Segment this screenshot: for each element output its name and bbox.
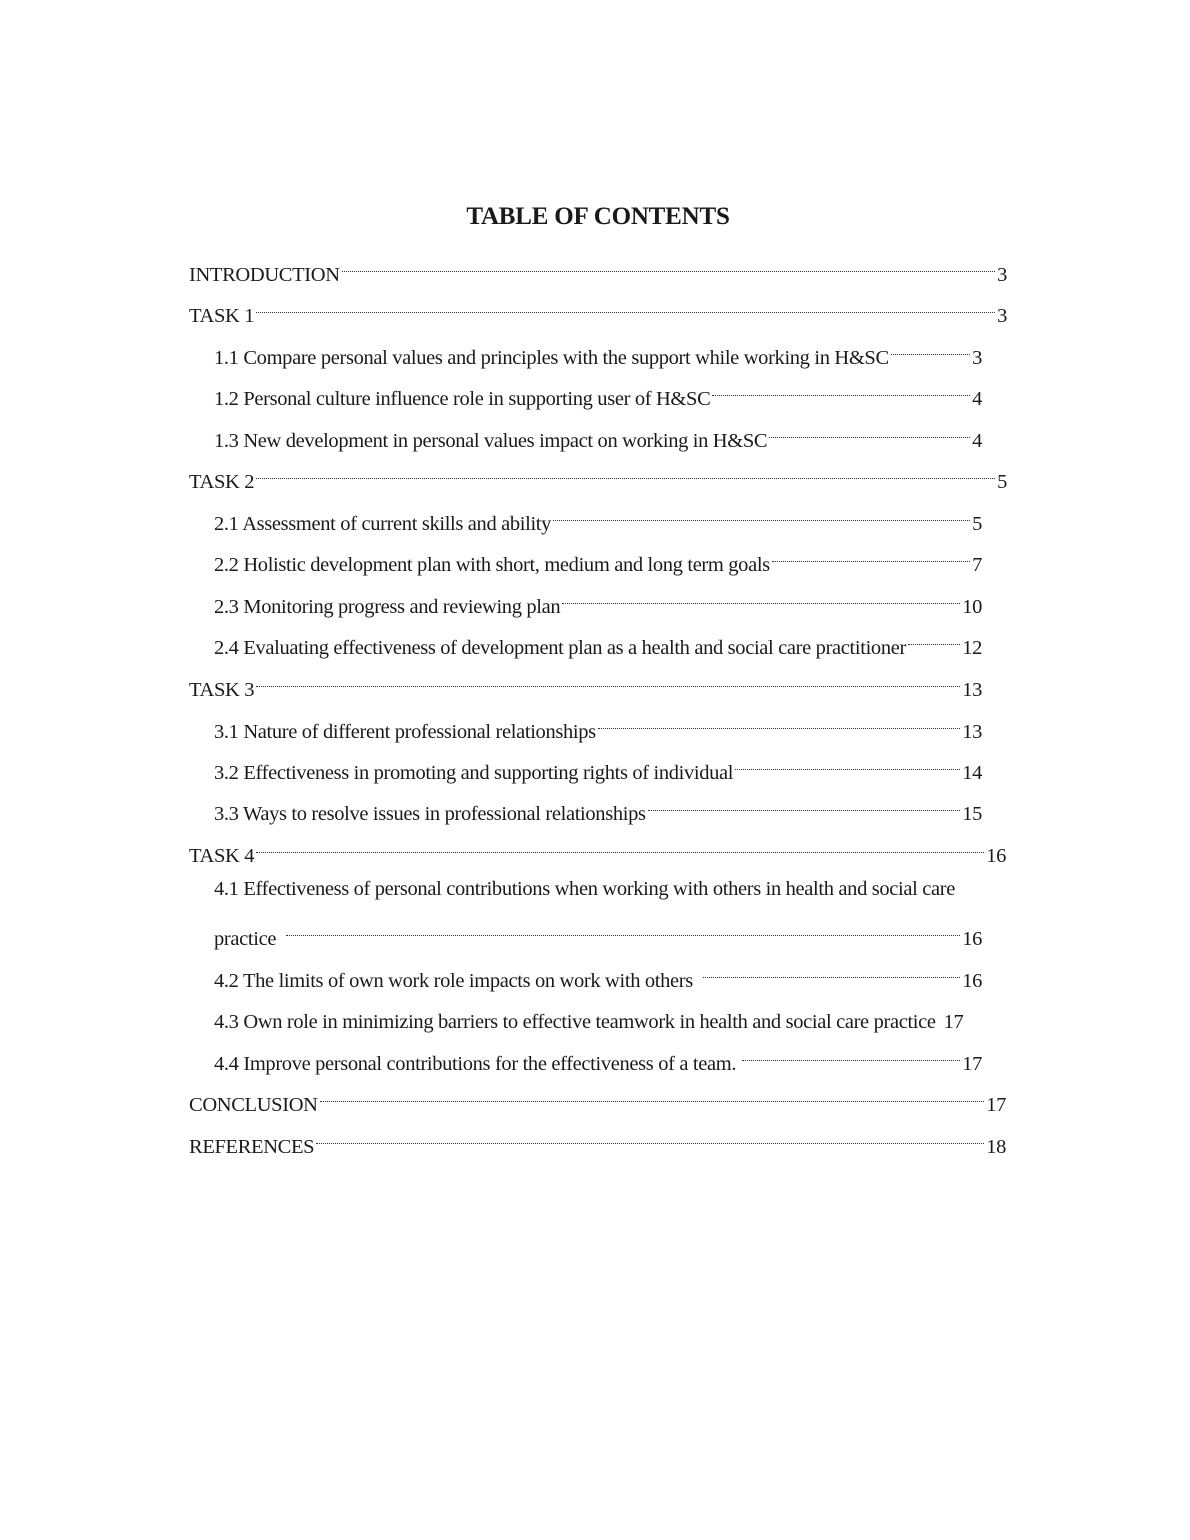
dot-leader bbox=[553, 500, 970, 530]
dot-leader bbox=[316, 1123, 984, 1153]
toc-page-number: 16 bbox=[962, 970, 982, 992]
toc-page-number: 17 bbox=[962, 1053, 982, 1075]
dot-leader bbox=[712, 375, 970, 405]
toc-entry-4-4[interactable] bbox=[214, 1040, 982, 1075]
toc-page-number: 5 bbox=[972, 513, 982, 535]
toc-page-number: 3 bbox=[972, 347, 982, 369]
toc-entry-4-1-line-1[interactable]: 4.1 Effectiveness of personal contributions when working with others in health and social care bbox=[214, 878, 955, 900]
dot-leader bbox=[256, 832, 984, 862]
dot-leader bbox=[342, 251, 995, 281]
toc-page-number: 15 bbox=[962, 803, 982, 825]
toc-entry-2-2[interactable] bbox=[214, 541, 982, 576]
dot-leader bbox=[598, 708, 960, 738]
toc-page-number: 14 bbox=[962, 762, 982, 784]
toc-entry-label: 2.1 Assessment of current skills and ability bbox=[214, 513, 552, 535]
toc-page-number: 10 bbox=[962, 596, 982, 618]
toc-entry-3-1[interactable] bbox=[214, 708, 982, 743]
toc-entry-introduction[interactable] bbox=[189, 251, 1007, 286]
toc-entry-label: 1.3 New development in personal values impact on working in H&SC bbox=[214, 430, 768, 452]
dot-leader bbox=[891, 334, 970, 364]
dot-leader bbox=[256, 292, 995, 322]
toc-page-number: 4 bbox=[972, 388, 982, 410]
toc-entry-2-3[interactable] bbox=[214, 583, 982, 618]
toc-page-number: 4 bbox=[972, 430, 982, 452]
toc-entry-label: 4.3 Own role in minimizing barriers to effective teamwork in health and social care practice bbox=[214, 1011, 936, 1033]
dot-leader bbox=[256, 458, 995, 488]
toc-entry-2-4[interactable] bbox=[214, 624, 982, 659]
toc-page-number: 16 bbox=[962, 928, 982, 950]
toc-page-number: 3 bbox=[997, 305, 1007, 327]
toc-entry-label: 2.2 Holistic development plan with short, medium and long term goals bbox=[214, 554, 770, 576]
toc-entry-label: 4.2 The limits of own work role impacts on work with others bbox=[214, 970, 693, 992]
dot-leader bbox=[769, 417, 970, 447]
toc-entry-task-3[interactable] bbox=[189, 666, 982, 701]
toc-entry-label: TASK 3 bbox=[189, 679, 255, 701]
toc-entry-task-1[interactable] bbox=[189, 292, 1007, 327]
toc-entry-label: TASK 2 bbox=[189, 471, 255, 493]
toc-entry-1-3[interactable] bbox=[214, 417, 982, 452]
toc-entry-label: 1.1 Compare personal values and principles with the support while working in H&SC bbox=[214, 347, 889, 369]
toc-page-number: 13 bbox=[962, 679, 982, 701]
toc-entry-label: 3.2 Effectiveness in promoting and supporting rights of individual bbox=[214, 762, 734, 784]
toc-entry-conclusion[interactable] bbox=[189, 1081, 1006, 1116]
dot-leader bbox=[562, 583, 960, 613]
dot-leader bbox=[286, 915, 960, 945]
toc-page-number: 18 bbox=[986, 1136, 1006, 1158]
toc-entry-label: CONCLUSION bbox=[189, 1094, 318, 1116]
toc-page-number: 12 bbox=[962, 637, 982, 659]
toc-entry-label: 1.2 Personal culture influence role in supporting user of H&SC bbox=[214, 388, 711, 410]
toc-page-number: 17 bbox=[943, 1011, 964, 1033]
toc-entry-label: TASK 4 bbox=[189, 845, 255, 867]
dot-leader bbox=[742, 1040, 960, 1070]
toc-page-number: 5 bbox=[997, 471, 1007, 493]
toc-entry-task-4[interactable] bbox=[189, 832, 1006, 867]
dot-leader bbox=[648, 790, 961, 820]
toc-page-number: 7 bbox=[972, 554, 982, 576]
toc-page-number: 13 bbox=[962, 721, 982, 743]
toc-entry-2-1[interactable] bbox=[214, 500, 982, 535]
dot-leader bbox=[256, 666, 960, 696]
toc-page-number: 3 bbox=[997, 264, 1007, 286]
toc-entry-task-2[interactable] bbox=[189, 458, 1007, 493]
toc-entry-4-1[interactable] bbox=[214, 915, 982, 950]
toc-entry-3-3[interactable] bbox=[214, 790, 982, 825]
toc-entry-label: 3.3 Ways to resolve issues in professional relationships bbox=[214, 803, 646, 825]
dot-leader bbox=[908, 624, 960, 654]
toc-entry-1-2[interactable] bbox=[214, 375, 982, 410]
toc-entry-label: 2.3 Monitoring progress and reviewing plan bbox=[214, 596, 561, 618]
toc-entry-1-1[interactable] bbox=[214, 334, 982, 369]
dot-leader bbox=[320, 1081, 985, 1111]
toc-entry-label: 2.4 Evaluating effectiveness of development plan as a health and social care practitioner bbox=[214, 637, 906, 659]
toc-page-number: 16 bbox=[986, 845, 1006, 867]
toc-entry-references[interactable] bbox=[189, 1123, 1006, 1158]
toc-entry-label: TASK 1 bbox=[189, 305, 255, 327]
toc-entry-label: 4.4 Improve personal contributions for the effectiveness of a team. bbox=[214, 1053, 737, 1075]
toc-entry-label: REFERENCES bbox=[189, 1136, 315, 1158]
toc-entry-label: 3.1 Nature of different professional relationships bbox=[214, 721, 596, 743]
toc-entry-label: INTRODUCTION bbox=[189, 264, 340, 286]
toc-entry-4-3[interactable] bbox=[214, 998, 1024, 1033]
toc-entry-3-2[interactable] bbox=[214, 749, 982, 784]
dot-leader bbox=[772, 541, 970, 571]
page-title: TABLE OF CONTENTS bbox=[466, 203, 730, 230]
toc-page-number: 17 bbox=[986, 1094, 1006, 1116]
toc-entry-4-2[interactable] bbox=[214, 957, 982, 992]
dot-leader bbox=[735, 749, 960, 779]
toc-entry-label: practice bbox=[214, 928, 277, 950]
dot-leader bbox=[703, 957, 960, 987]
